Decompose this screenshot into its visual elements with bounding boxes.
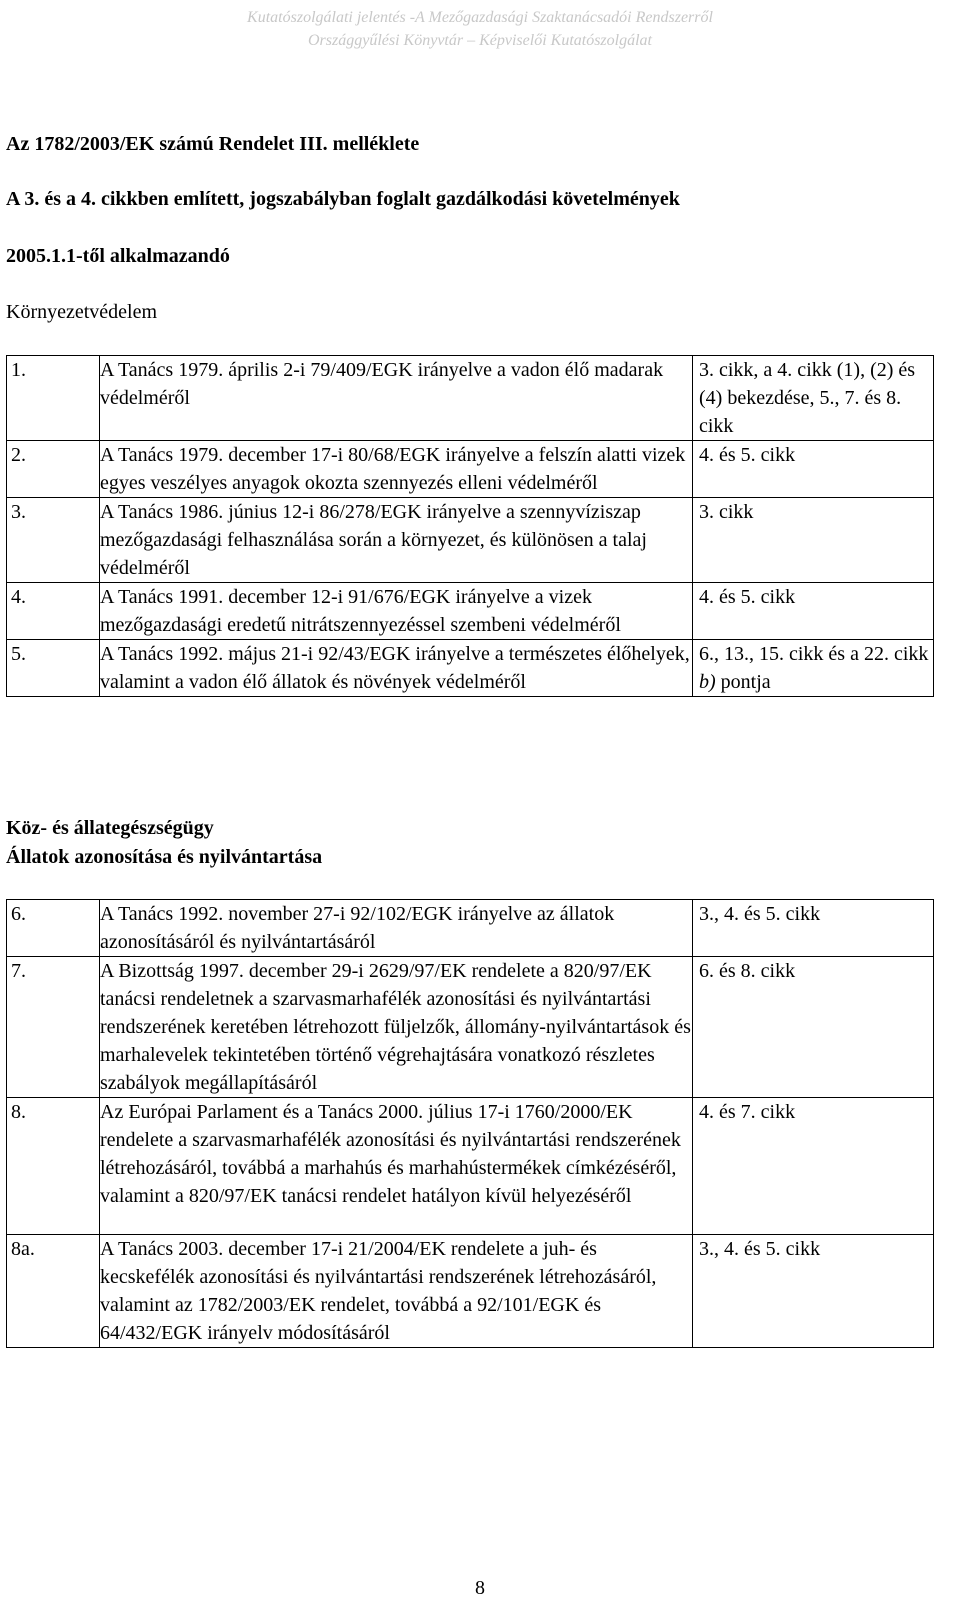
- environment-table: [6, 355, 934, 697]
- table-row: [7, 441, 934, 498]
- article-reference: 3., 4. és 5. cikk: [693, 1235, 934, 1348]
- section-environment: Környezetvédelem: [6, 301, 158, 323]
- row-number: 5.: [7, 640, 100, 697]
- regulation-description: A Tanács 1992. május 21-i 92/43/EGK irányelve a természetes élőhelyek, valamint a vadon élő állatok és növények védelméről: [100, 640, 693, 697]
- row-number: 8a.: [7, 1235, 100, 1348]
- regulation-description: A Tanács 2003. december 17-i 21/2004/EK rendelete a juh- és kecskefélék azonosítási és nyilvántartási rendszerének létrehozásáról, valamint az 1782/2003/EK rendelet, továbbá a 92/101/EGK és 64/432/EGK irányelv módosításáról: [100, 1235, 693, 1348]
- table-row: [7, 900, 934, 957]
- row-number: 8.: [7, 1098, 100, 1235]
- regulation-description: A Bizottság 1997. december 29-i 2629/97/EK rendelete a 820/97/EK tanácsi rendeletnek a szarvasmarhafélék azonosítási és nyilvántartási rendszerének keretében létrehozott füljelzők, állomány-nyilvántartások és marhalevelek tekintetében történő végrehajtására vonatkozó részletes szabályok megállapításáról: [100, 957, 693, 1098]
- applicable-date: 2005.1.1-től alkalmazandó: [6, 245, 230, 267]
- annex-subtitle: A 3. és a 4. cikkben említett, jogszabályban foglalt gazdálkodási követelmények: [6, 188, 680, 210]
- regulation-description: A Tanács 1979. április 2-i 79/409/EGK irányelve a vadon élő madarak védelméről: [100, 356, 693, 441]
- article-reference: 4. és 7. cikk: [693, 1098, 934, 1235]
- table-row: [7, 957, 934, 1098]
- article-reference: 4. és 5. cikk: [693, 441, 934, 498]
- page-header: [0, 6, 960, 52]
- regulation-description: A Tanács 1986. június 12-i 86/278/EGK irányelve a szennyvíziszap mezőgazdasági felhasználása során a környezet, és különösen a talaj védelméről: [100, 498, 693, 583]
- regulation-description: Az Európai Parlament és a Tanács 2000. július 17-i 1760/2000/EK rendelete a szarvasmarhafélék azonosítási és nyilvántartási rendszerének létrehozásáról, továbbá a marhahús és marhahústermékek címkézéséről, valamint a 820/97/EK tanácsi rendelet hatályon kívül helyezéséről: [100, 1098, 693, 1235]
- section-public-animal-health: Köz- és állategészségügy: [6, 817, 214, 839]
- article-reference-part: pontja: [715, 671, 771, 693]
- annex-title: Az 1782/2003/EK számú Rendelet III. melléklete: [6, 133, 420, 155]
- regulation-description: A Tanács 1979. december 17-i 80/68/EGK irányelve a felszín alatti vizek egyes veszélyes anyagok okozta szennyezés elleni védelméről: [100, 441, 693, 498]
- table-row: [7, 640, 934, 697]
- table-row: [7, 1235, 934, 1348]
- row-number: 1.: [7, 356, 100, 441]
- regulation-description: A Tanács 1992. november 27-i 92/102/EGK irányelve az állatok azonosításáról és nyilvántartásáról: [100, 900, 693, 957]
- table-row: [7, 498, 934, 583]
- article-reference: [693, 640, 934, 697]
- table-row: [7, 583, 934, 640]
- row-number: 6.: [7, 900, 100, 957]
- header-line-2: Országgyűlési Könyvtár – Képviselői Kutatószolgálat: [308, 32, 652, 49]
- page-number: 8: [475, 1577, 485, 1599]
- table-row: [7, 356, 934, 441]
- article-reference: 4. és 5. cikk: [693, 583, 934, 640]
- row-number: 7.: [7, 957, 100, 1098]
- row-number: 4.: [7, 583, 100, 640]
- table-row: [7, 1098, 934, 1235]
- row-number: 3.: [7, 498, 100, 583]
- animal-identification-table: [6, 899, 934, 1348]
- article-reference: 3. cikk, a 4. cikk (1), (2) és (4) bekezdése, 5., 7. és 8. cikk: [693, 356, 934, 441]
- article-reference: 3. cikk: [693, 498, 934, 583]
- article-point-letter: b): [699, 671, 716, 693]
- article-reference: 3., 4. és 5. cikk: [693, 900, 934, 957]
- row-number: 2.: [7, 441, 100, 498]
- article-reference: 6. és 8. cikk: [693, 957, 934, 1098]
- regulation-description: A Tanács 1991. december 12-i 91/676/EGK irányelve a vizek mezőgazdasági eredetű nitrátszennyezéssel szembeni védelméről: [100, 583, 693, 640]
- article-reference-part: 6., 13., 15. cikk és a 22. cikk: [699, 643, 929, 665]
- section-animal-identification: Állatok azonosítása és nyilvántartása: [6, 846, 323, 868]
- header-line-1: Kutatószolgálati jelentés -A Mezőgazdasági Szaktanácsadói Rendszerről: [247, 9, 713, 26]
